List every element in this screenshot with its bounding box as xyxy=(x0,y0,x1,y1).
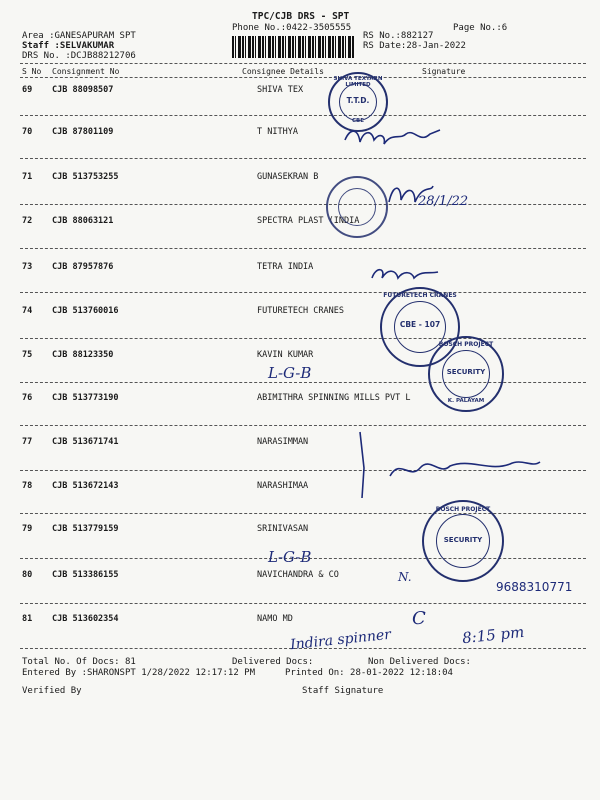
row-consignment: CJB 513386155 xyxy=(52,570,119,580)
row-consignee: SPECTRA PLAST (INDIA xyxy=(257,216,360,226)
handwritten-lgb-1: L-G-B xyxy=(268,364,312,382)
row-consignee: GUNASEKRAN B xyxy=(257,172,319,182)
area-label: Area :GANESAPURAM SPT xyxy=(22,31,136,41)
handwritten-c: C xyxy=(412,608,426,629)
row-sno: 72 xyxy=(22,216,33,226)
row-consignment: CJB 88123350 xyxy=(52,350,114,360)
row-consignment: CJB 513671741 xyxy=(52,437,119,447)
row-sno: 70 xyxy=(22,127,33,137)
row-divider xyxy=(20,115,586,116)
row-consignee: NARASHIMAA xyxy=(257,481,309,491)
row-divider xyxy=(20,204,586,205)
header-divider xyxy=(20,63,586,64)
row-consignee: FUTURETECH CRANES xyxy=(257,306,344,316)
spectra-stamp xyxy=(326,176,388,238)
row-sno: 75 xyxy=(22,350,33,360)
row-sno: 69 xyxy=(22,85,33,95)
document-title: TPC/CJB DRS - SPT xyxy=(252,11,350,22)
rs-number: RS No.:882127 xyxy=(363,31,434,41)
row-consignee: NARASIMMAN xyxy=(257,437,309,447)
verified-by: Verified By xyxy=(22,686,82,696)
row-sno: 80 xyxy=(22,570,33,580)
row-consignee: TETRA INDIA xyxy=(257,262,314,272)
row-sno: 76 xyxy=(22,393,33,403)
row-consignment: CJB 513760016 xyxy=(52,306,119,316)
row-sno: 79 xyxy=(22,524,33,534)
col-consignment: Consignment No xyxy=(52,67,120,76)
staff-label: Staff :SELVAKUMAR xyxy=(22,41,115,51)
printed-on: Printed On: 28-01-2022 12:18:04 xyxy=(285,668,453,678)
handwritten-indira: Indira spinner xyxy=(289,626,392,654)
security-stamp: BOSCH PROJECT SECURITY xyxy=(422,500,504,582)
signature-nithya xyxy=(340,118,450,154)
barcode xyxy=(232,36,354,58)
row-consignee: T NITHYA xyxy=(257,127,298,137)
phone-number: Phone No.:0422-3505555 xyxy=(232,23,352,33)
signature-narasimman xyxy=(350,428,550,508)
row-consignee: ABIMITHRA SPINNING MILLS PVT L xyxy=(257,393,411,403)
row-consignment: CJB 513672143 xyxy=(52,481,119,491)
row-consignee: SRINIVASAN xyxy=(257,524,309,534)
row-consignee: KAVIN KUMAR xyxy=(257,350,314,360)
row-divider xyxy=(20,158,586,159)
drs-number: DRS No. :DCJB88212706 xyxy=(22,51,136,61)
col-signature: Signature xyxy=(422,67,466,76)
row-sno: 81 xyxy=(22,614,33,624)
columns-divider xyxy=(20,77,586,78)
row-divider xyxy=(20,425,586,426)
row-divider xyxy=(20,603,586,604)
total-docs: Total No. Of Docs: 81 xyxy=(22,657,136,667)
signature-tetra xyxy=(368,262,448,288)
row-consignee: NAMO MD xyxy=(257,614,293,624)
col-consignee: Consignee Details xyxy=(242,67,324,76)
row-consignee: NAVICHANDRA & CO xyxy=(257,570,339,580)
handwritten-date: 28/1/22 xyxy=(418,194,469,209)
row-consignment: CJB 513602354 xyxy=(52,614,119,624)
row-consignment: CJB 513753255 xyxy=(52,172,119,182)
row-sno: 71 xyxy=(22,172,33,182)
row-divider xyxy=(20,513,586,514)
rs-date: RS Date:28-Jan-2022 xyxy=(363,41,466,51)
row-consignment: CJB 88063121 xyxy=(52,216,114,226)
page-number: Page No.:6 xyxy=(453,23,508,33)
row-divider xyxy=(20,338,586,339)
row-sno: 73 xyxy=(22,262,33,272)
entered-by: Entered By :SHARONSPT 1/28/2022 12:17:12 PM xyxy=(22,668,255,678)
delivered-docs: Delivered Docs: xyxy=(232,657,314,667)
row-consignment: CJB 87801109 xyxy=(52,127,114,137)
handwritten-n: N. xyxy=(398,570,412,584)
row-sno: 78 xyxy=(22,481,33,491)
row-sno: 77 xyxy=(22,437,33,447)
row-consignment: CJB 87957876 xyxy=(52,262,114,272)
handwritten-time: 8:15 pm xyxy=(461,622,526,648)
handwritten-lgb-2: L-G-B xyxy=(268,548,312,566)
staff-signature-label: Staff Signature xyxy=(302,686,384,696)
non-delivered-docs: Non Delivered Docs: xyxy=(368,657,471,667)
row-consignment: CJB 513779159 xyxy=(52,524,119,534)
row-consignment: CJB 513773190 xyxy=(52,393,119,403)
row-consignee: SHIVA TEX xyxy=(257,85,304,95)
row-divider xyxy=(20,292,586,293)
row-divider xyxy=(20,248,586,249)
col-sno: S No xyxy=(22,67,42,76)
shiva-texyarn-stamp: SHIVA TEXYARN LIMITED T.T.D. CBE xyxy=(328,72,388,132)
futuretech-stamp: FUTURETECH CRANES CBE - 107 xyxy=(380,287,460,367)
bosch-stamp: BOSCH PROJECT SECURITY K. PALAYAM xyxy=(428,336,504,412)
row-sno: 74 xyxy=(22,306,33,316)
row-consignment: CJB 88098507 xyxy=(52,85,114,95)
handwritten-phone: 9688310771 xyxy=(496,580,573,594)
